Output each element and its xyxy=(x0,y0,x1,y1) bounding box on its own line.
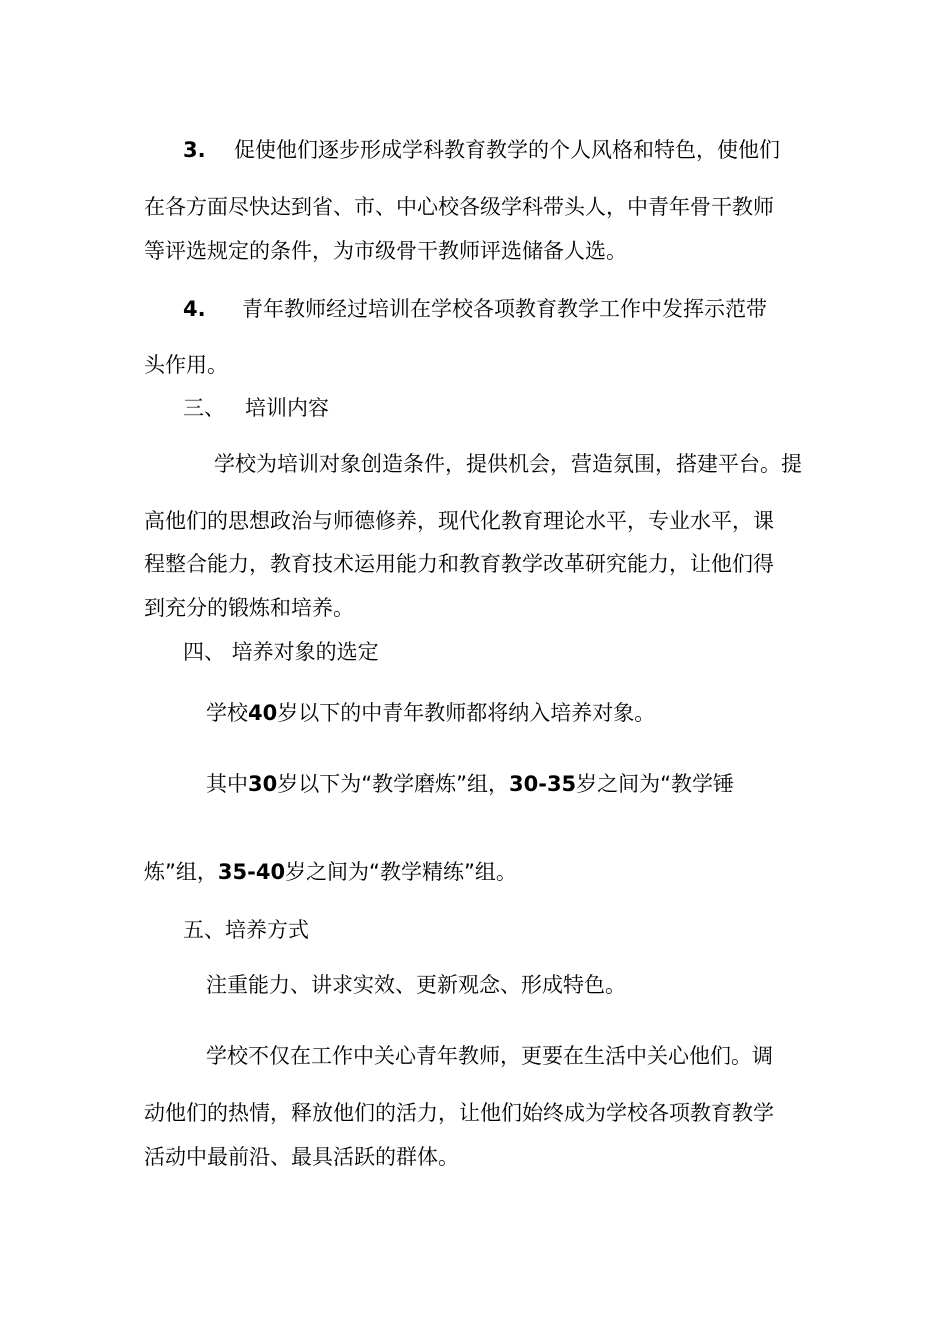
text-run: 岁以下的中青年教师都将纳入培养对象。 xyxy=(277,701,656,725)
text-run: 其中 xyxy=(206,772,248,796)
section-5-text-4: 活动中最前沿、最具活跃的群体。 xyxy=(144,1145,459,1169)
age-range: 30-35 xyxy=(509,772,577,796)
section-4-text-2 xyxy=(206,770,734,798)
item-4-line-1 xyxy=(183,295,206,323)
item-4-text-2: 头作用。 xyxy=(144,353,228,377)
section-3-text-1: 学校为培训对象创造条件，提供机会，营造氛围，搭建平台。提 xyxy=(214,452,802,476)
item-3-line-1 xyxy=(183,136,206,164)
section-4-text-3 xyxy=(144,858,517,886)
text-run: 学校 xyxy=(206,701,248,725)
item-3-text-1: 促使他们逐步形成学科教育教学的个人风格和特色，使他们 xyxy=(234,138,780,162)
item-4-text-1: 青年教师经过培训在学校各项教育教学工作中发挥示范带 xyxy=(242,297,767,321)
text-run: 炼”组， xyxy=(144,860,218,884)
item-3-text-3: 等评选规定的条件，为市级骨干教师评选储备人选。 xyxy=(144,239,627,263)
text-run: 岁之间为“教学锤 xyxy=(576,772,735,796)
age-number: 40 xyxy=(248,701,278,725)
section-3-text-3: 程整合能力，教育技术运用能力和教育教学改革研究能力，让他们得 xyxy=(144,552,774,576)
text-run: 岁之间为“教学精练”组。 xyxy=(285,860,517,884)
age-range: 35-40 xyxy=(217,860,286,884)
text-run: 岁以下为“教学磨炼”组， xyxy=(277,772,509,796)
section-heading-5: 五、培养方式 xyxy=(183,918,309,942)
section-5-text-1: 注重能力、讲求实效、更新观念、形成特色。 xyxy=(206,973,626,997)
section-3-text-2: 高他们的思想政治与师德修养，现代化教育理论水平，专业水平，课 xyxy=(144,509,774,533)
section-heading-3: 三、 培训内容 xyxy=(183,396,330,420)
item-3-text-2: 在各方面尽快达到省、市、中心校各级学科带头人，中青年骨干教师 xyxy=(144,195,774,219)
section-heading-4: 四、 培养对象的选定 xyxy=(183,640,379,664)
item-number: 4. xyxy=(183,297,206,321)
section-4-text-1 xyxy=(206,699,655,727)
item-number: 3. xyxy=(183,138,206,162)
age-number: 30 xyxy=(248,772,278,796)
section-5-text-3: 动他们的热情，释放他们的活力，让他们始终成为学校各项教育教学 xyxy=(144,1101,774,1125)
section-3-text-4: 到充分的锻炼和培养。 xyxy=(144,596,354,620)
section-5-text-2: 学校不仅在工作中关心青年教师，更要在生活中关心他们。调 xyxy=(206,1044,773,1068)
